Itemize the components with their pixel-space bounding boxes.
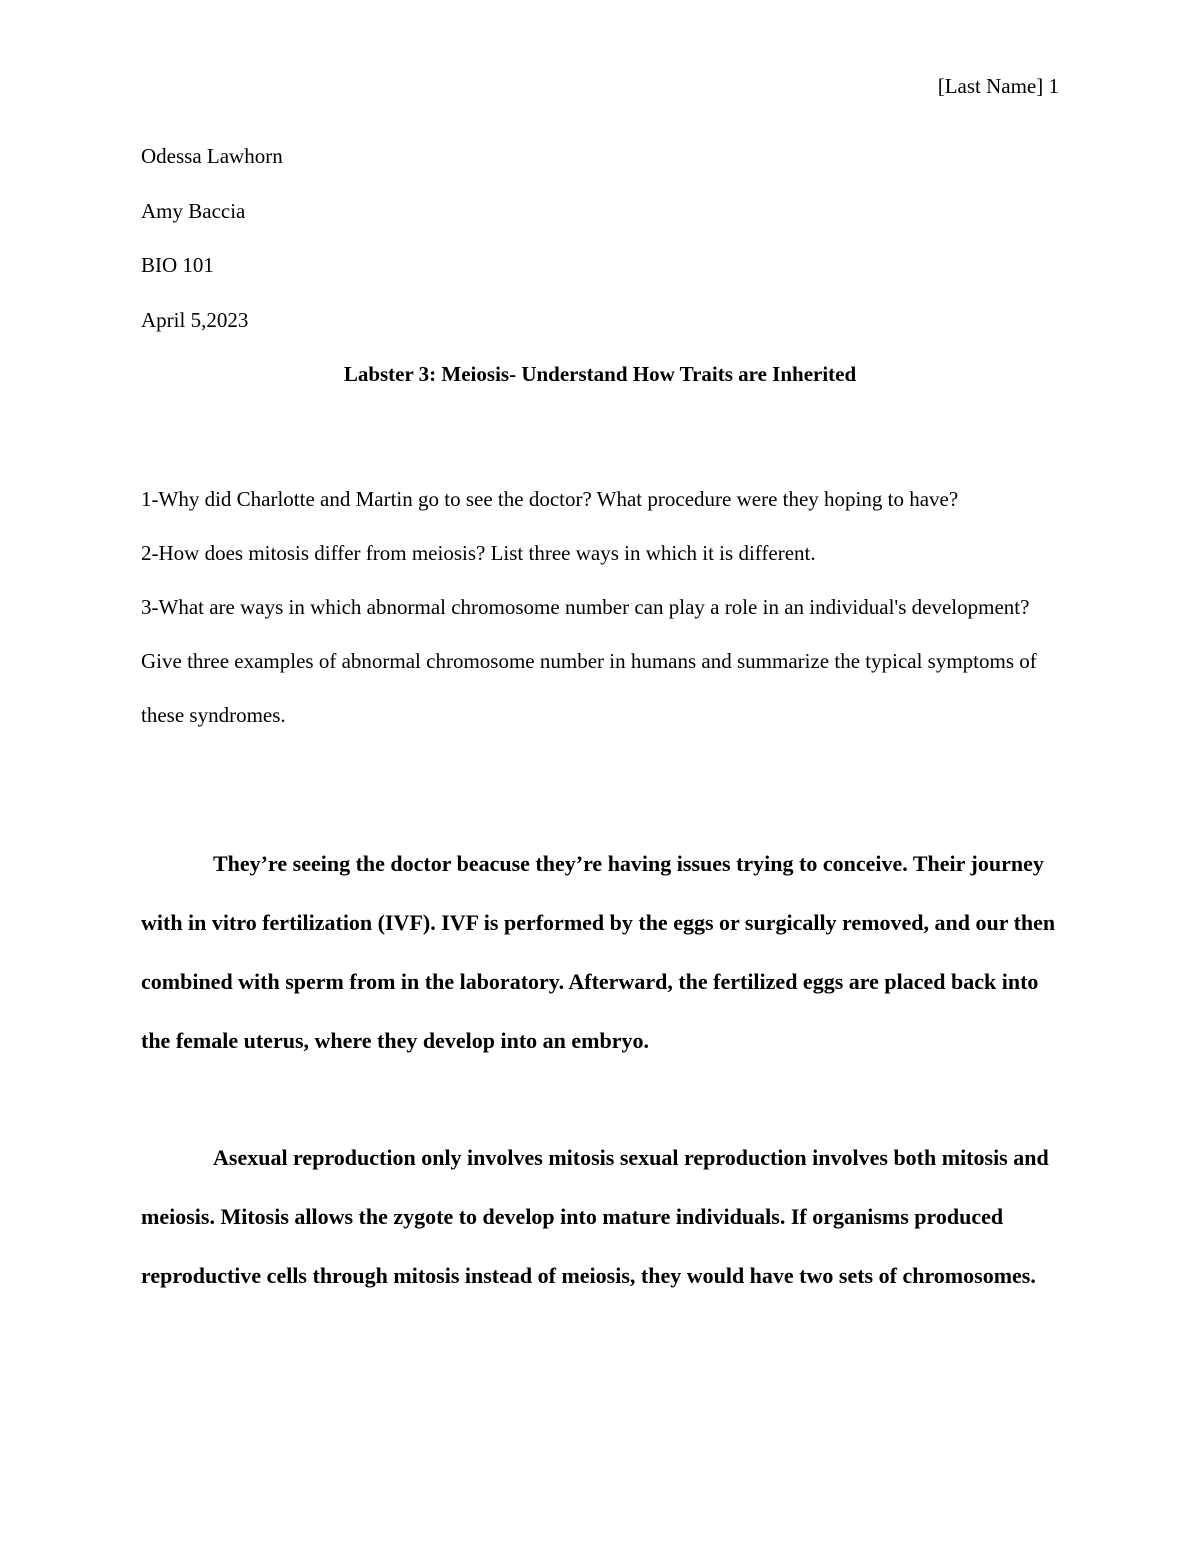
- document-title: Labster 3: Meiosis- Understand How Traits are Inherited: [343, 362, 857, 386]
- answer-paragraph-1: They’re seeing the doctor beacuse they’re having issues trying to conceive. Their journey with in vitro fertilization (IVF). IVF is performed by the eggs or surgically removed, and our then combined with sperm from in the laboratory. Afterward, the fertilized eggs are placed back into the female uterus, where they develop into an embryo.: [141, 851, 1056, 1053]
- question-list: [141, 472, 1071, 742]
- instructor-name: Amy Baccia: [141, 198, 246, 223]
- question-3: 3-What are ways in which abnormal chromosome number can play a role in an individual's development? Give three examples of abnormal chromosome number in humans and summarize the typical symptoms of these syndromes.: [141, 595, 1037, 727]
- date: April 5,2023: [141, 307, 249, 332]
- course-name: BIO 101: [141, 253, 214, 277]
- running-head: [Last Name] 1: [937, 74, 1059, 98]
- question-1: 1-Why did Charlotte and Martin go to see the doctor? What procedure were they hoping to have?: [141, 487, 959, 511]
- answer-paragraph-2: Asexual reproduction only involves mitosis sexual reproduction involves both mitosis and meiosis. Mitosis allows the zygote to develop into mature individuals. If organisms produced reproductive cells through mitosis instead of meiosis, they would have two sets of chromosomes.: [141, 1145, 1049, 1288]
- question-2: 2-How does mitosis differ from meiosis? List three ways in which it is different.: [141, 541, 816, 565]
- mla-heading: [141, 143, 283, 361]
- student-name: Odessa Lawhorn: [141, 144, 283, 168]
